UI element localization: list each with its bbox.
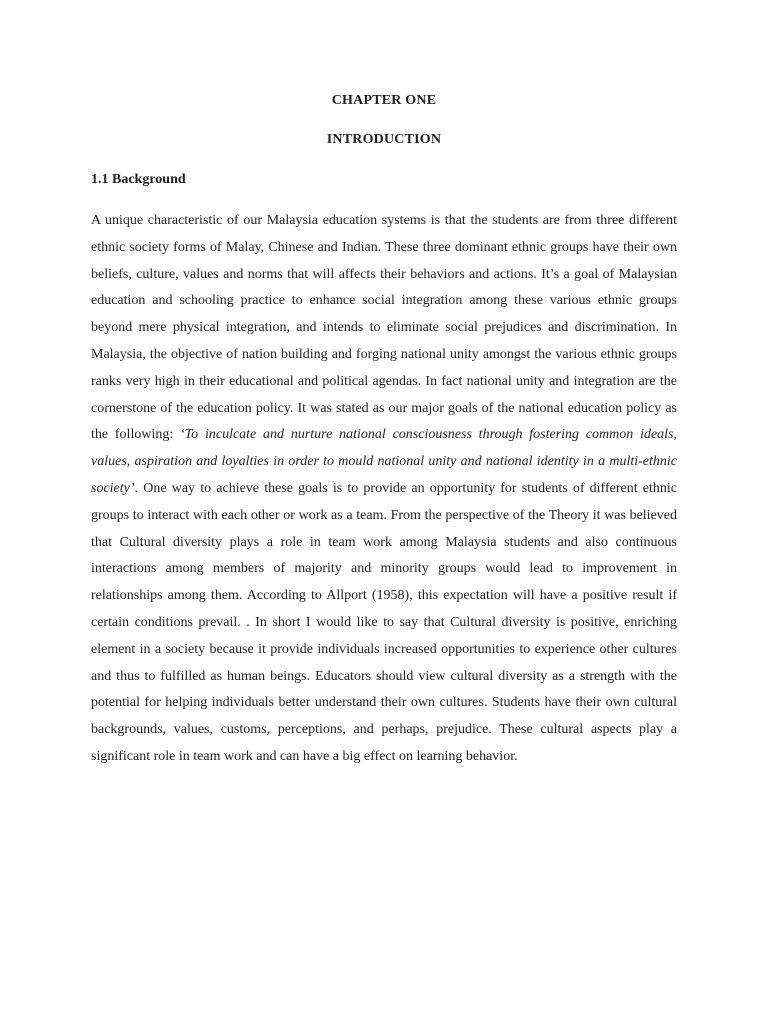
- paragraph-text-before-quote: A unique characteristic of our Malaysia education systems is that the students are from three different ethnic society forms of Malay, Chinese and Indian. These three dominant ethnic groups have their own beliefs, culture, values and norms that will affects their behaviors and actions. It’s a goal of Malaysian education and schooling practice to enhance social integration among these various ethnic groups beyond mere physical integration, and intends to eliminate social prejudices and discrimination. In Malaysia, the objective of nation building and forging national unity amongst the various ethnic groups ranks very high in their educational and political agendas. In fact national unity and integration are the cornerstone of the education policy. It was stated as our major goals of the national education policy as the following:: [91, 213, 677, 443]
- section-title: INTRODUCTION: [326, 132, 442, 147]
- chapter-title: CHAPTER ONE: [331, 93, 437, 108]
- paragraph-text-after-quote: . One way to achieve these goals is to provide an opportunity for students of different ethnic groups to interact with each other or work as a team. From the perspective of the Theory it was believed that Cultural diversity plays a role in team work among Malaysia students and also continuous interactions among members of majority and minority groups would lead to improvement in relationships among them. According to Allport (1958), this expectation will have a positive result if certain conditions prevail. . In short I would like to say that Cultural diversity is positive, enriching element in a society because it provide individuals increased opportunities to experience other cultures and thus to fulfilled as human beings. Educators should view cultural diversity as a strength with the potential for helping individuals better understand their own cultures. Students have their own cultural backgrounds, values, customs, perceptions, and perhaps, prejudice. These cultural aspects play a significant role in team work and can have a big effect on learning behavior.: [91, 480, 677, 764]
- subsection-heading: 1.1 Background: [91, 172, 186, 187]
- policy-quote: ‘To inculcate and nurture national consciousness through fostering common ideals, values, aspiration and loyalties in order to mould national unity and national identity in a multi-ethnic society’: [91, 427, 678, 496]
- body-paragraph: [91, 208, 677, 771]
